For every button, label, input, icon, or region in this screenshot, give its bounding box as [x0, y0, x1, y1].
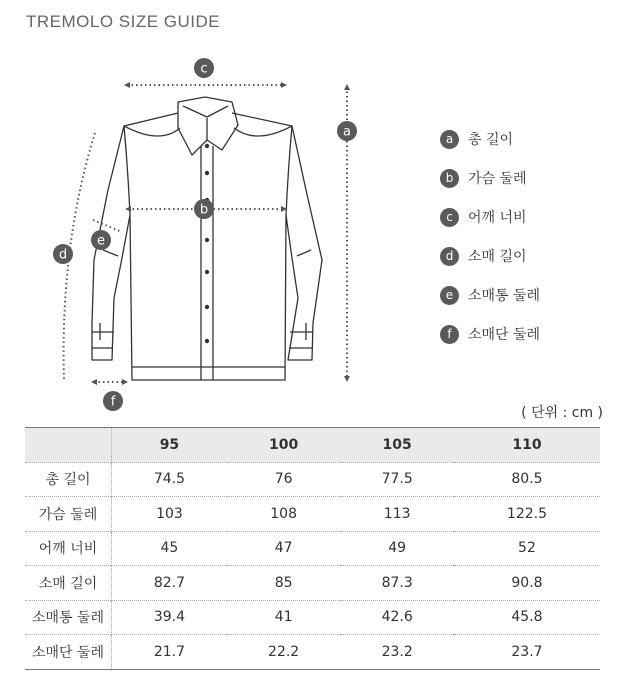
table-cell: 77.5 — [340, 462, 454, 497]
marker-c — [194, 58, 214, 78]
size-column-header: 110 — [454, 428, 600, 463]
table-cell: 45 — [112, 531, 227, 566]
legend-label: 소매통 둘레 — [468, 288, 541, 304]
marker-b — [194, 199, 214, 219]
legend-label: 총 길이 — [468, 132, 514, 148]
table-cell: 45.8 — [454, 600, 600, 635]
table-cell: 113 — [340, 497, 454, 532]
legend-item — [440, 168, 540, 188]
table-cell: 49 — [340, 531, 454, 566]
table-cell: 22.2 — [227, 635, 341, 670]
svg-text:b: b — [199, 202, 209, 218]
size-column-header: 95 — [112, 428, 227, 463]
legend-marker: c — [440, 208, 459, 227]
table-cell: 85 — [227, 566, 341, 601]
table-row — [25, 566, 600, 601]
legend-label: 가슴 둘레 — [468, 171, 527, 187]
measure-line-e — [93, 220, 122, 232]
table-header-row — [25, 428, 600, 463]
table-cell: 108 — [227, 497, 341, 532]
table-cell: 52 — [454, 531, 600, 566]
marker-a — [337, 121, 357, 141]
legend-marker: f — [440, 325, 459, 344]
legend-marker: d — [440, 247, 459, 266]
table-cell: 87.3 — [340, 566, 454, 601]
legend-item — [440, 246, 540, 266]
size-column-header: 100 — [227, 428, 341, 463]
table-cell: 23.2 — [340, 635, 454, 670]
row-label: 소매통 둘레 — [25, 600, 112, 635]
legend-item — [440, 129, 540, 149]
legend-marker: b — [440, 169, 459, 188]
legend-label: 소매단 둘레 — [468, 327, 541, 343]
unit-label: ( 단위 : cm ) — [521, 405, 603, 421]
svg-text:e: e — [97, 233, 105, 249]
table-cell: 41 — [227, 600, 341, 635]
size-column-header: 105 — [340, 428, 454, 463]
legend-item — [440, 285, 540, 305]
legend-label: 소매 길이 — [468, 249, 527, 265]
row-label: 어깨 너비 — [25, 531, 112, 566]
row-label: 가슴 둘레 — [25, 497, 112, 532]
row-label: 총 길이 — [25, 462, 112, 497]
table-row — [25, 600, 600, 635]
table-cell: 74.5 — [112, 462, 227, 497]
table-cell: 42.6 — [340, 600, 454, 635]
table-cell: 76 — [227, 462, 341, 497]
row-label: 소매단 둘레 — [25, 635, 112, 670]
legend-label: 어깨 너비 — [468, 210, 527, 226]
legend-marker: e — [440, 286, 459, 305]
table-cell: 23.7 — [454, 635, 600, 670]
table-cell: 80.5 — [454, 462, 600, 497]
table-corner-cell — [25, 428, 112, 463]
table-cell: 82.7 — [112, 566, 227, 601]
table-cell: 47 — [227, 531, 341, 566]
table-cell: 122.5 — [454, 497, 600, 532]
measurement-legend — [440, 129, 540, 363]
table-row — [25, 497, 600, 532]
table-row — [25, 635, 600, 670]
marker-f — [103, 391, 123, 411]
legend-marker: a — [440, 130, 459, 149]
svg-text:f: f — [110, 394, 116, 410]
table-cell: 90.8 — [454, 566, 600, 601]
size-table — [25, 427, 600, 670]
page-title: TREMOLO SIZE GUIDE — [26, 12, 221, 31]
marker-e — [91, 230, 111, 250]
table-cell: 39.4 — [112, 600, 227, 635]
table-row — [25, 462, 600, 497]
marker-d — [53, 244, 73, 264]
svg-text:d: d — [58, 247, 68, 263]
table-cell: 21.7 — [112, 635, 227, 670]
svg-text:a: a — [343, 124, 351, 140]
svg-text:c: c — [200, 61, 208, 77]
table-cell: 103 — [112, 497, 227, 532]
row-label: 소매 길이 — [25, 566, 112, 601]
legend-item — [440, 207, 540, 227]
legend-item — [440, 324, 540, 344]
table-row — [25, 531, 600, 566]
